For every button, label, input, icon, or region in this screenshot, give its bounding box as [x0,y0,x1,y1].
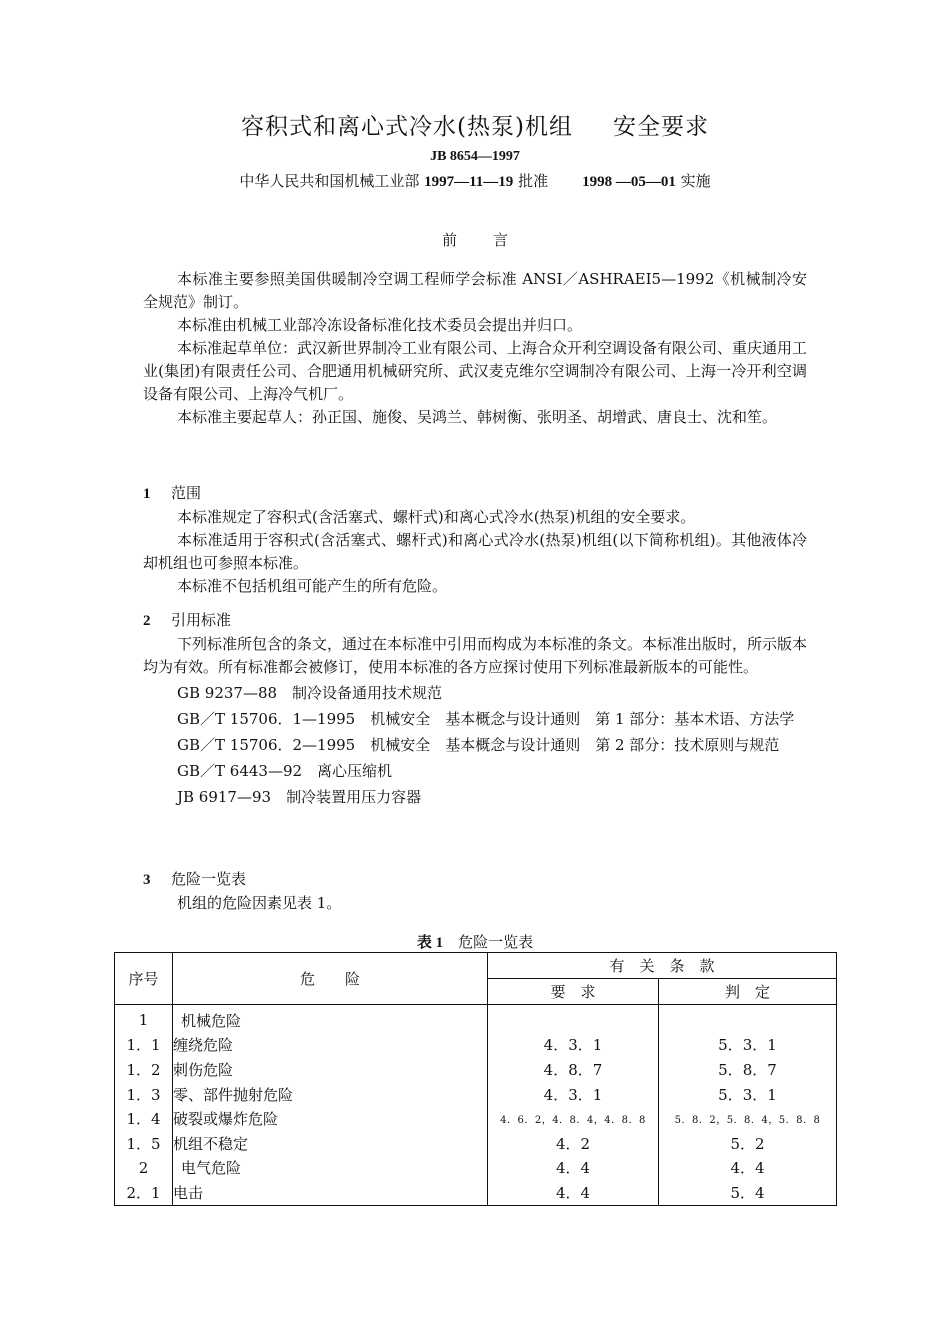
table-caption [0,931,950,952]
effective-label: 实施 [680,172,711,190]
cell-no: 2．1 [115,1180,173,1205]
title-sub: 安全要求 [612,114,709,140]
header-hazard: 危 险 [173,953,488,1005]
reference-item: GB／T 6443—92 离心压缩机 [177,762,393,780]
cell-hazard: 缠绕危险 [173,1033,488,1058]
table-row [115,1131,837,1156]
section-title: 范围 [171,484,202,502]
foreword-paragraph: 本标准由机械工业部冷冻设备标准化技术委员会提出并归口。 [177,316,583,334]
section-references [143,609,807,812]
section-title: 引用标准 [171,611,232,629]
cell-judgement [659,1005,837,1033]
cell-no: 1．1 [115,1033,173,1058]
cell-hazard: 零、部件抛射危险 [173,1082,488,1107]
cell-hazard: 机械危险 [173,1005,488,1033]
table-row [115,1005,837,1033]
cell-judgement: 5．3．1 [659,1033,837,1058]
cell-judgement: 5．8．2，5．8．4，5．8．8 [659,1106,837,1131]
section-scope [143,482,807,598]
table-row [115,1106,837,1131]
title-main: 容积式和离心式冷水(热泵)机组 [241,114,573,140]
cell-judgement: 5．4 [659,1180,837,1205]
approve-label: 批准 [518,172,549,190]
table-row [115,1156,837,1181]
header-judgement: 判 定 [659,979,837,1005]
cell-no: 2 [115,1156,173,1181]
section-paragraph: 本标准适用于容积式(含活塞式、螺杆式)和离心式冷水(热泵)机组(以下简称机组)。其他液体冷却机组也可参照本标准。 [143,531,807,572]
foreword-body [143,268,807,429]
section-heading [143,609,807,633]
section-number: 1 [143,486,151,502]
reference-item: GB 9237—88 制冷设备通用技术规范 [177,684,443,702]
cell-judgement: 5．3．1 [659,1082,837,1107]
section-paragraph: 本标准不包括机组可能产生的所有危险。 [177,577,448,595]
cell-requirement: 4．2 [488,1131,659,1156]
cell-no: 1 [115,1005,173,1033]
table-row [115,1033,837,1058]
header-no: 序号 [115,953,173,1005]
cell-hazard: 机组不稳定 [173,1131,488,1156]
cell-hazard: 电击 [173,1180,488,1205]
hazard-table [114,952,837,1206]
table-row [115,1082,837,1107]
foreword-paragraph: 本标准起草单位：武汉新世界制冷工业有限公司、上海合众开利空调设备有限公司、重庆通用工业(集团)有限责任公司、合肥通用机械研究所、武汉麦克维尔空调制冷有限公司、上海一冷开利空调设备有限公司、上海冷气机厂。 [143,339,808,403]
standard-number: JB 8654—1997 [430,149,520,164]
foreword-paragraph: 本标准主要参照美国供暖制冷空调工程师学会标准 ANSI／ASHRAEI5—1992《机械制冷安全规范》制订。 [143,270,807,311]
reference-item: JB 6917—93 制冷装置用压力容器 [177,788,422,806]
cell-requirement: 4．4 [488,1156,659,1181]
section-paragraph: 本标准规定了容积式(含活塞式、螺杆式)和离心式冷水(热泵)机组的安全要求。 [177,508,696,526]
header-requirement: 要 求 [488,979,659,1005]
issuer: 中华人民共和国机械工业部 [239,172,420,190]
reference-item: GB／T 15706．2—1995 机械安全 基本概念与设计通则 第 2 部分：技术原则与规范 [177,736,780,754]
cell-requirement: 4．8．7 [488,1057,659,1082]
cell-requirement: 4．3．1 [488,1033,659,1058]
cell-no: 1．5 [115,1131,173,1156]
section-hazard-list [143,868,807,915]
section-paragraph: 下列标准所包含的条文，通过在本标准中引用而构成为本标准的条文。本标准出版时，所示版本均为有效。所有标准都会被修订，使用本标准的各方应探讨使用下列标准最新版本的可能性。 [143,635,808,676]
foreword-heading: 前言 [441,231,544,249]
cell-requirement [488,1005,659,1033]
section-title: 危险一览表 [171,870,247,888]
header-clauses: 有 关 条 款 [488,953,837,979]
table-row [115,1180,837,1205]
section-paragraph: 机组的危险因素见表 1。 [177,894,342,912]
document-title [0,108,950,141]
reference-item: GB／T 15706．1—1995 机械安全 基本概念与设计通则 第 1 部分：基本术语、方法学 [177,710,795,728]
cell-hazard: 破裂或爆炸危险 [173,1106,488,1131]
section-number: 2 [143,613,151,629]
approval-line [0,170,950,191]
cell-hazard: 电气危险 [173,1156,488,1181]
cell-requirement: 4．3．1 [488,1082,659,1107]
section-heading [143,482,807,506]
table-row [115,1057,837,1082]
section-number: 3 [143,872,151,888]
table-caption-title: 危险一览表 [458,933,534,951]
table-caption-label: 表 1 [416,935,444,951]
section-heading [143,868,807,892]
approve-date: 1997—11—19 [424,174,514,190]
cell-requirement: 4．4 [488,1180,659,1205]
cell-judgement: 4．4 [659,1156,837,1181]
effective-date: 1998 —05—01 [582,174,676,190]
cell-judgement: 5．8．7 [659,1057,837,1082]
foreword-paragraph: 本标准主要起草人：孙正国、施俊、吴鸿兰、韩树衡、张明圣、胡增武、唐良士、沈和笙。 [177,408,778,426]
cell-hazard: 刺伤危险 [173,1057,488,1082]
cell-no: 1．4 [115,1106,173,1131]
cell-no: 1．3 [115,1082,173,1107]
cell-requirement: 4．6．2，4．8．4，4．8．8 [488,1106,659,1131]
cell-no: 1．2 [115,1057,173,1082]
cell-judgement: 5．2 [659,1131,837,1156]
